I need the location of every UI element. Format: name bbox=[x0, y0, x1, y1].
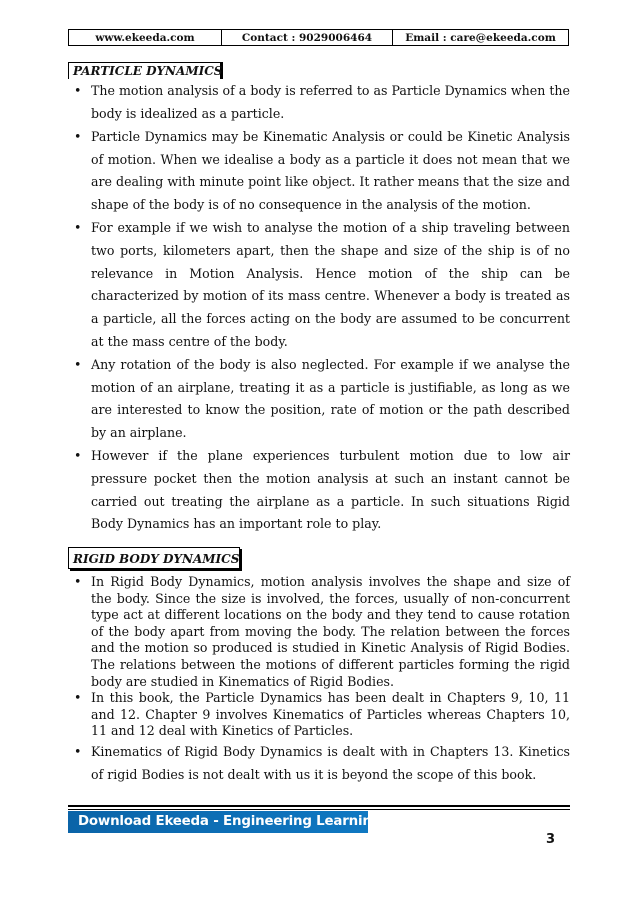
list-item: • However if the plane experiences turbulent motion due to low air pressure pocket then the motion analysis at such an instant cannot be carried out treating the airplane as a particle. In such situations Rigid Body Dynamics has an important role to play. bbox=[68, 445, 570, 536]
list-item: • In this book, the Particle Dynamics has been dealt in Chapters 9, 10, 11 and 12. Chapter 9 involves Kinematics of Particles whereas Chapters 10, 11 and 12 deal with Kinetics of Particles. bbox=[68, 690, 570, 740]
rigid-body-dynamics-list bbox=[68, 574, 570, 786]
header-contact: Contact : 9029006464 bbox=[222, 30, 393, 45]
section-title-rigid-body-dynamics: RIGID BODY DYNAMICS bbox=[68, 547, 240, 569]
header-website[interactable]: www.ekeeda.com bbox=[69, 30, 222, 45]
footer-divider-thin bbox=[68, 809, 570, 810]
list-item: • For example if we wish to analyse the motion of a ship traveling between two ports, kilometers apart, then the shape and size of the ship is of no relevance in Motion Analysis. Hence motion of the ship can be characterized by motion of its mass centre. Whenever a body is treated as a particle, all the forces acting on the body are assumed to be concurrent at the mass centre of the body. bbox=[68, 217, 570, 353]
page-header bbox=[68, 29, 569, 46]
footer-divider bbox=[68, 805, 570, 807]
page-number: 3 bbox=[546, 832, 556, 847]
particle-dynamics-list bbox=[68, 80, 570, 537]
list-item: • Kinematics of Rigid Body Dynamics is dealt with in Chapters 13. Kinetics of rigid Bodies is not dealt with us it is beyond the scope of this book. bbox=[68, 740, 570, 786]
list-item: • Particle Dynamics may be Kinematic Analysis or could be Kinetic Analysis of motion. When we idealise a body as a particle it does not mean that we are dealing with minute point like object. It rather means that the size and shape of the body is of no consequence in the analysis of the motion. bbox=[68, 126, 570, 217]
header-email[interactable]: Email : care@ekeeda.com bbox=[405, 31, 556, 44]
list-item: • Any rotation of the body is also neglected. For example if we analyse the motion of an airplane, treating it as a particle is justifiable, as long as we are interested to know the position, rate of motion or the path described by an airplane. bbox=[68, 354, 570, 445]
download-app-banner[interactable]: Download Ekeeda - Engineering Learning App bbox=[68, 811, 368, 833]
list-item: • In Rigid Body Dynamics, motion analysis involves the shape and size of the body. Since the size is involved, the forces, usually of non-concurrent type act at different locations on the body and they tend to cause rotation of the body apart from moving the body. The relation between the forces and the motion so produced is studied in Kinetic Analysis of Rigid Bodies. The relations between the motions of different particles forming the rigid body are studied in Kinematics of Rigid Bodies. bbox=[68, 574, 570, 690]
list-item: • The motion analysis of a body is referred to as Particle Dynamics when the body is idealized as a particle. bbox=[68, 80, 570, 125]
section-title-particle-dynamics: PARTICLE DYNAMICS bbox=[68, 62, 221, 79]
